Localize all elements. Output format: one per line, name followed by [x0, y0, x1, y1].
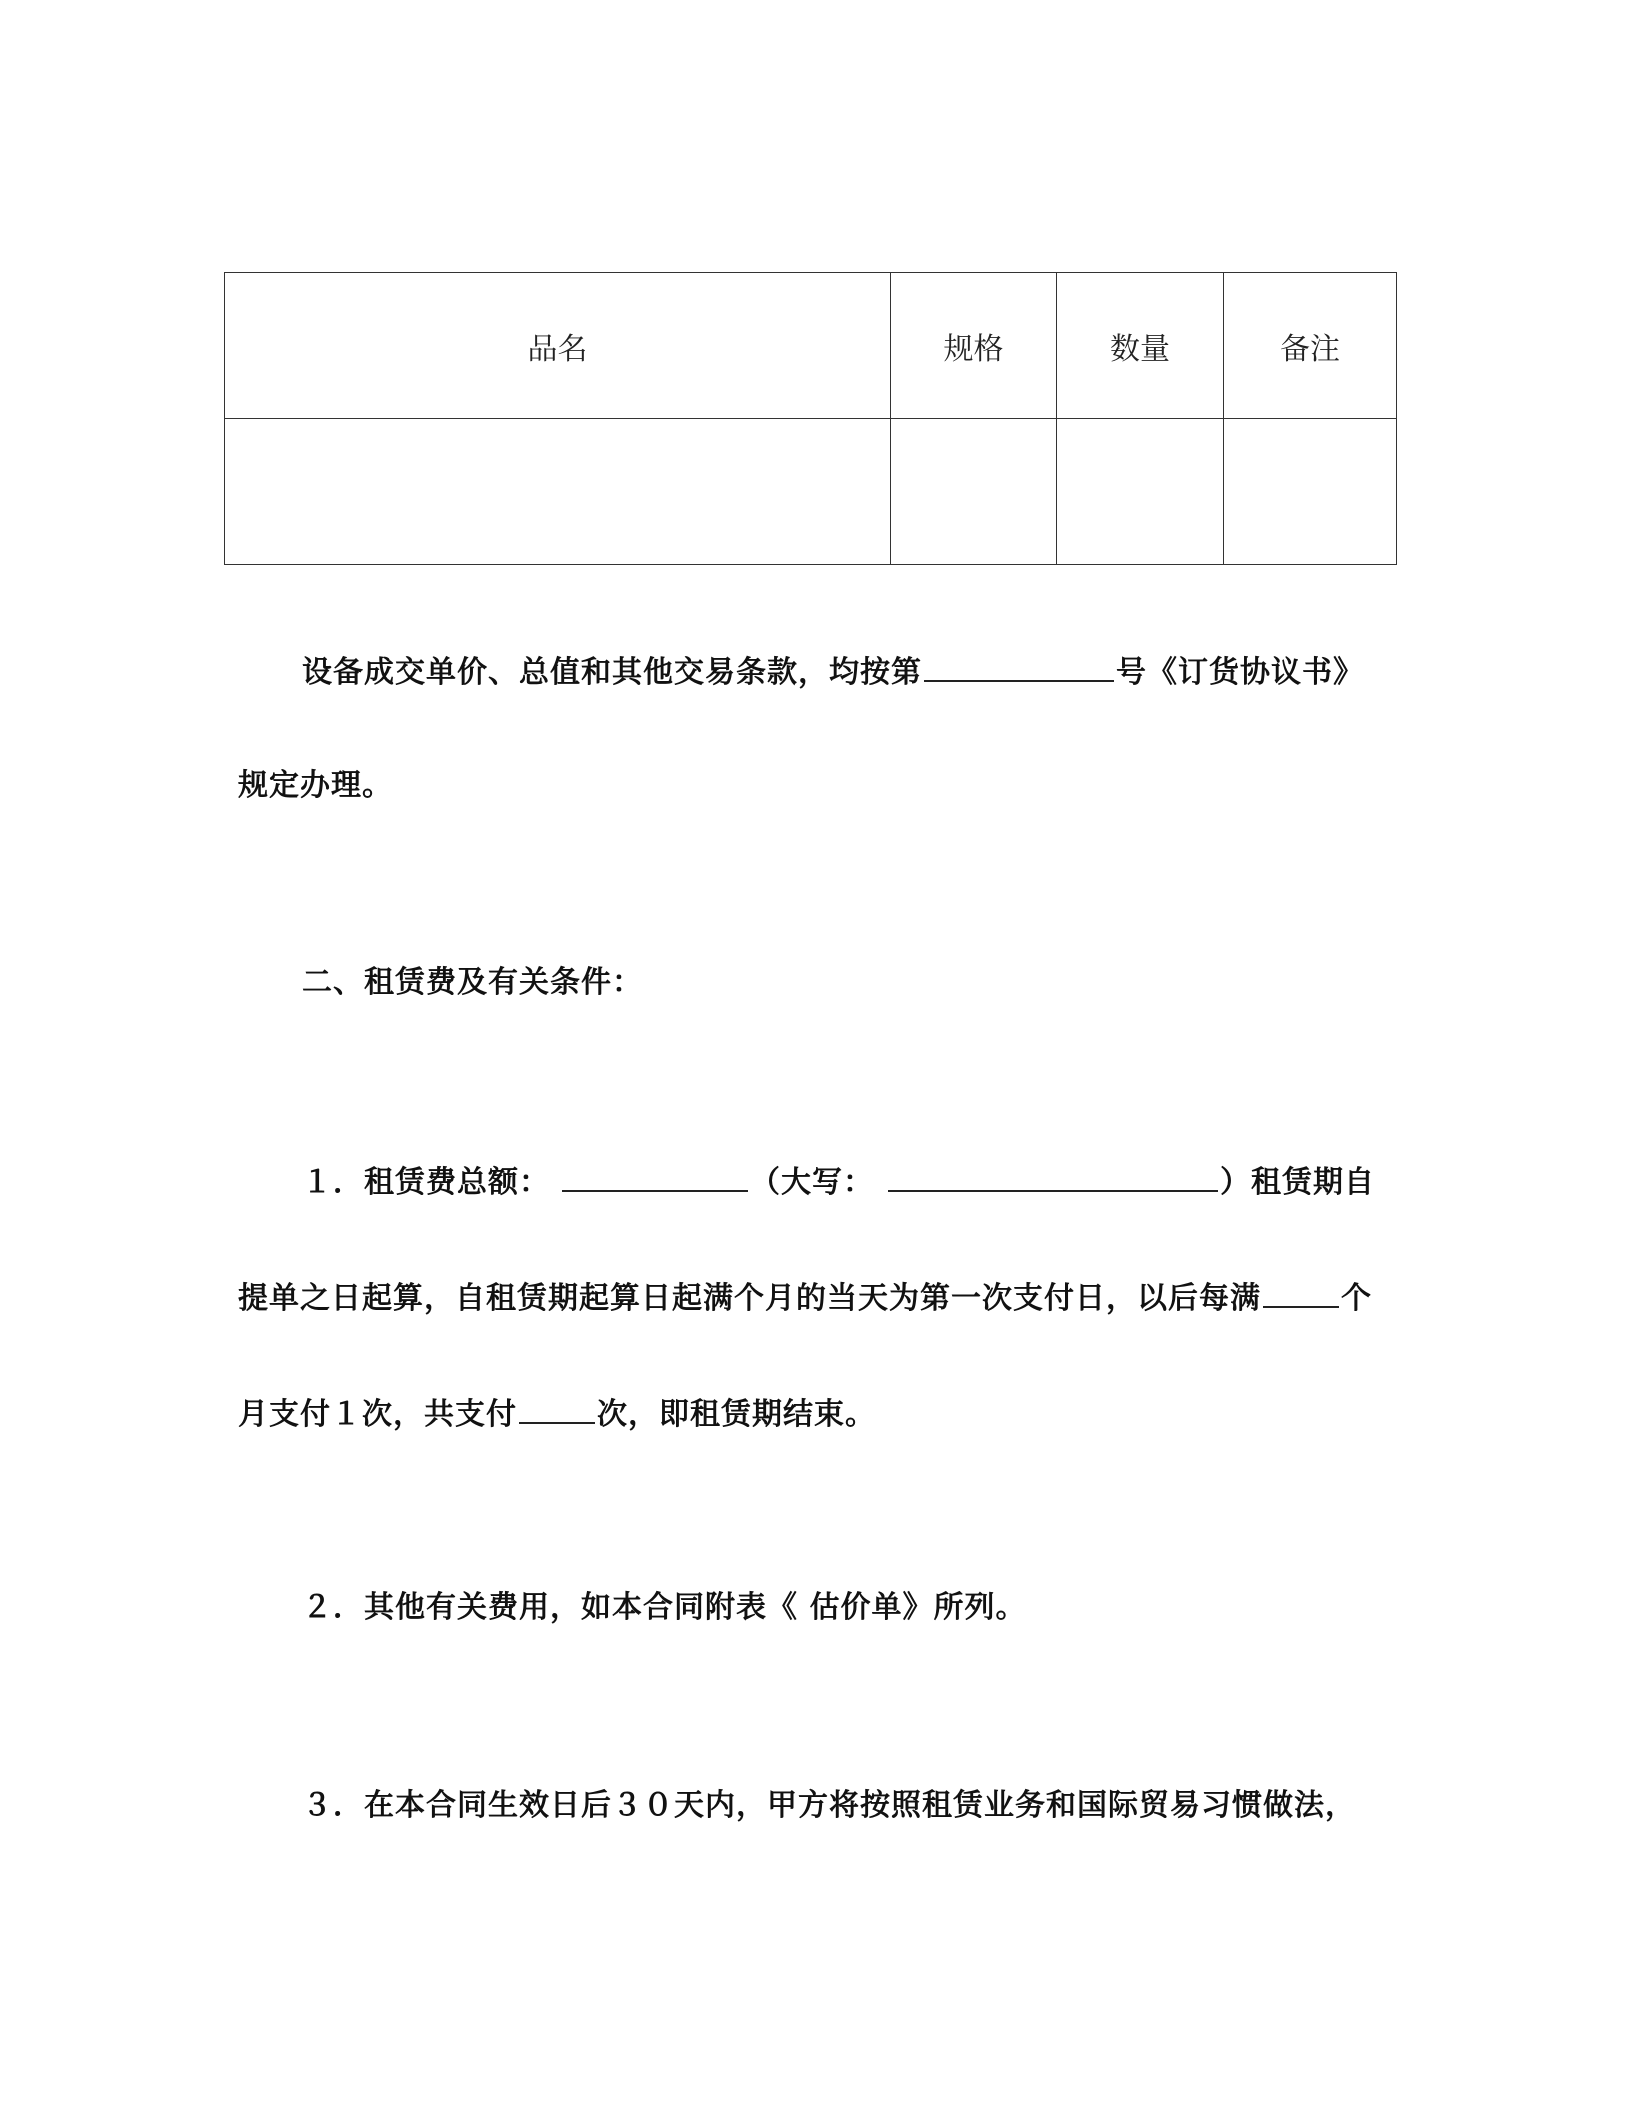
- rent-total-blank: [562, 1160, 748, 1192]
- item-1-text-b: （大写：: [750, 1165, 874, 1200]
- item-1-text-c: ）租赁期自: [1220, 1165, 1375, 1200]
- table-row: [225, 419, 1397, 565]
- item-1-text-g: 次，即租赁期结束。: [597, 1397, 876, 1432]
- paragraph-1-line-2: [238, 766, 393, 806]
- paragraph-1-line-1: [302, 650, 1364, 693]
- cell-remarks: [1224, 419, 1397, 565]
- header-specification: 规格: [891, 273, 1057, 419]
- payment-count-blank: [519, 1392, 595, 1424]
- table-header-row: [225, 273, 1397, 419]
- cell-specification: [891, 419, 1057, 565]
- header-product-name: 品名: [225, 273, 891, 419]
- item-1-text-f: 月支付１次，共支付: [238, 1397, 517, 1432]
- goods-table: [224, 272, 1397, 565]
- header-remarks: 备注: [1224, 273, 1397, 419]
- rent-total-uppercase-blank: [888, 1160, 1218, 1192]
- section-2-title: [302, 963, 643, 1003]
- paragraph-1-text-a: 设备成交单价、总值和其他交易条款，均按第: [302, 655, 922, 690]
- agreement-number-blank: [924, 650, 1114, 682]
- item-1-line-2: [238, 1276, 1372, 1319]
- item-3-text: ３．在本合同生效日后３０天内，甲方将按照租赁业务和国际贸易习惯做法，: [302, 1788, 1356, 1823]
- item-1-text-e: 个: [1341, 1281, 1372, 1316]
- item-1-line-3: [238, 1392, 876, 1435]
- paragraph-1-text-c: 规定办理。: [238, 768, 393, 803]
- item-3: [302, 1786, 1356, 1826]
- item-1-text-a: １．租赁费总额：: [302, 1165, 550, 1200]
- item-1-text-d: 提单之日起算，自租赁期起算日起满个月的当天为第一次支付日，以后每满: [238, 1281, 1261, 1316]
- item-1-line-1: [302, 1160, 1375, 1203]
- header-quantity: 数量: [1057, 273, 1224, 419]
- cell-quantity: [1057, 419, 1224, 565]
- item-2-text: ２．其他有关费用，如本合同附表《 估价单》所列。: [302, 1590, 1027, 1625]
- cell-product-name: [225, 419, 891, 565]
- section-2-title-text: 二、租赁费及有关条件：: [302, 965, 643, 1000]
- paragraph-1-text-b: 号《订货协议书》: [1116, 655, 1364, 690]
- payment-interval-blank: [1263, 1276, 1339, 1308]
- item-2: [302, 1588, 1026, 1628]
